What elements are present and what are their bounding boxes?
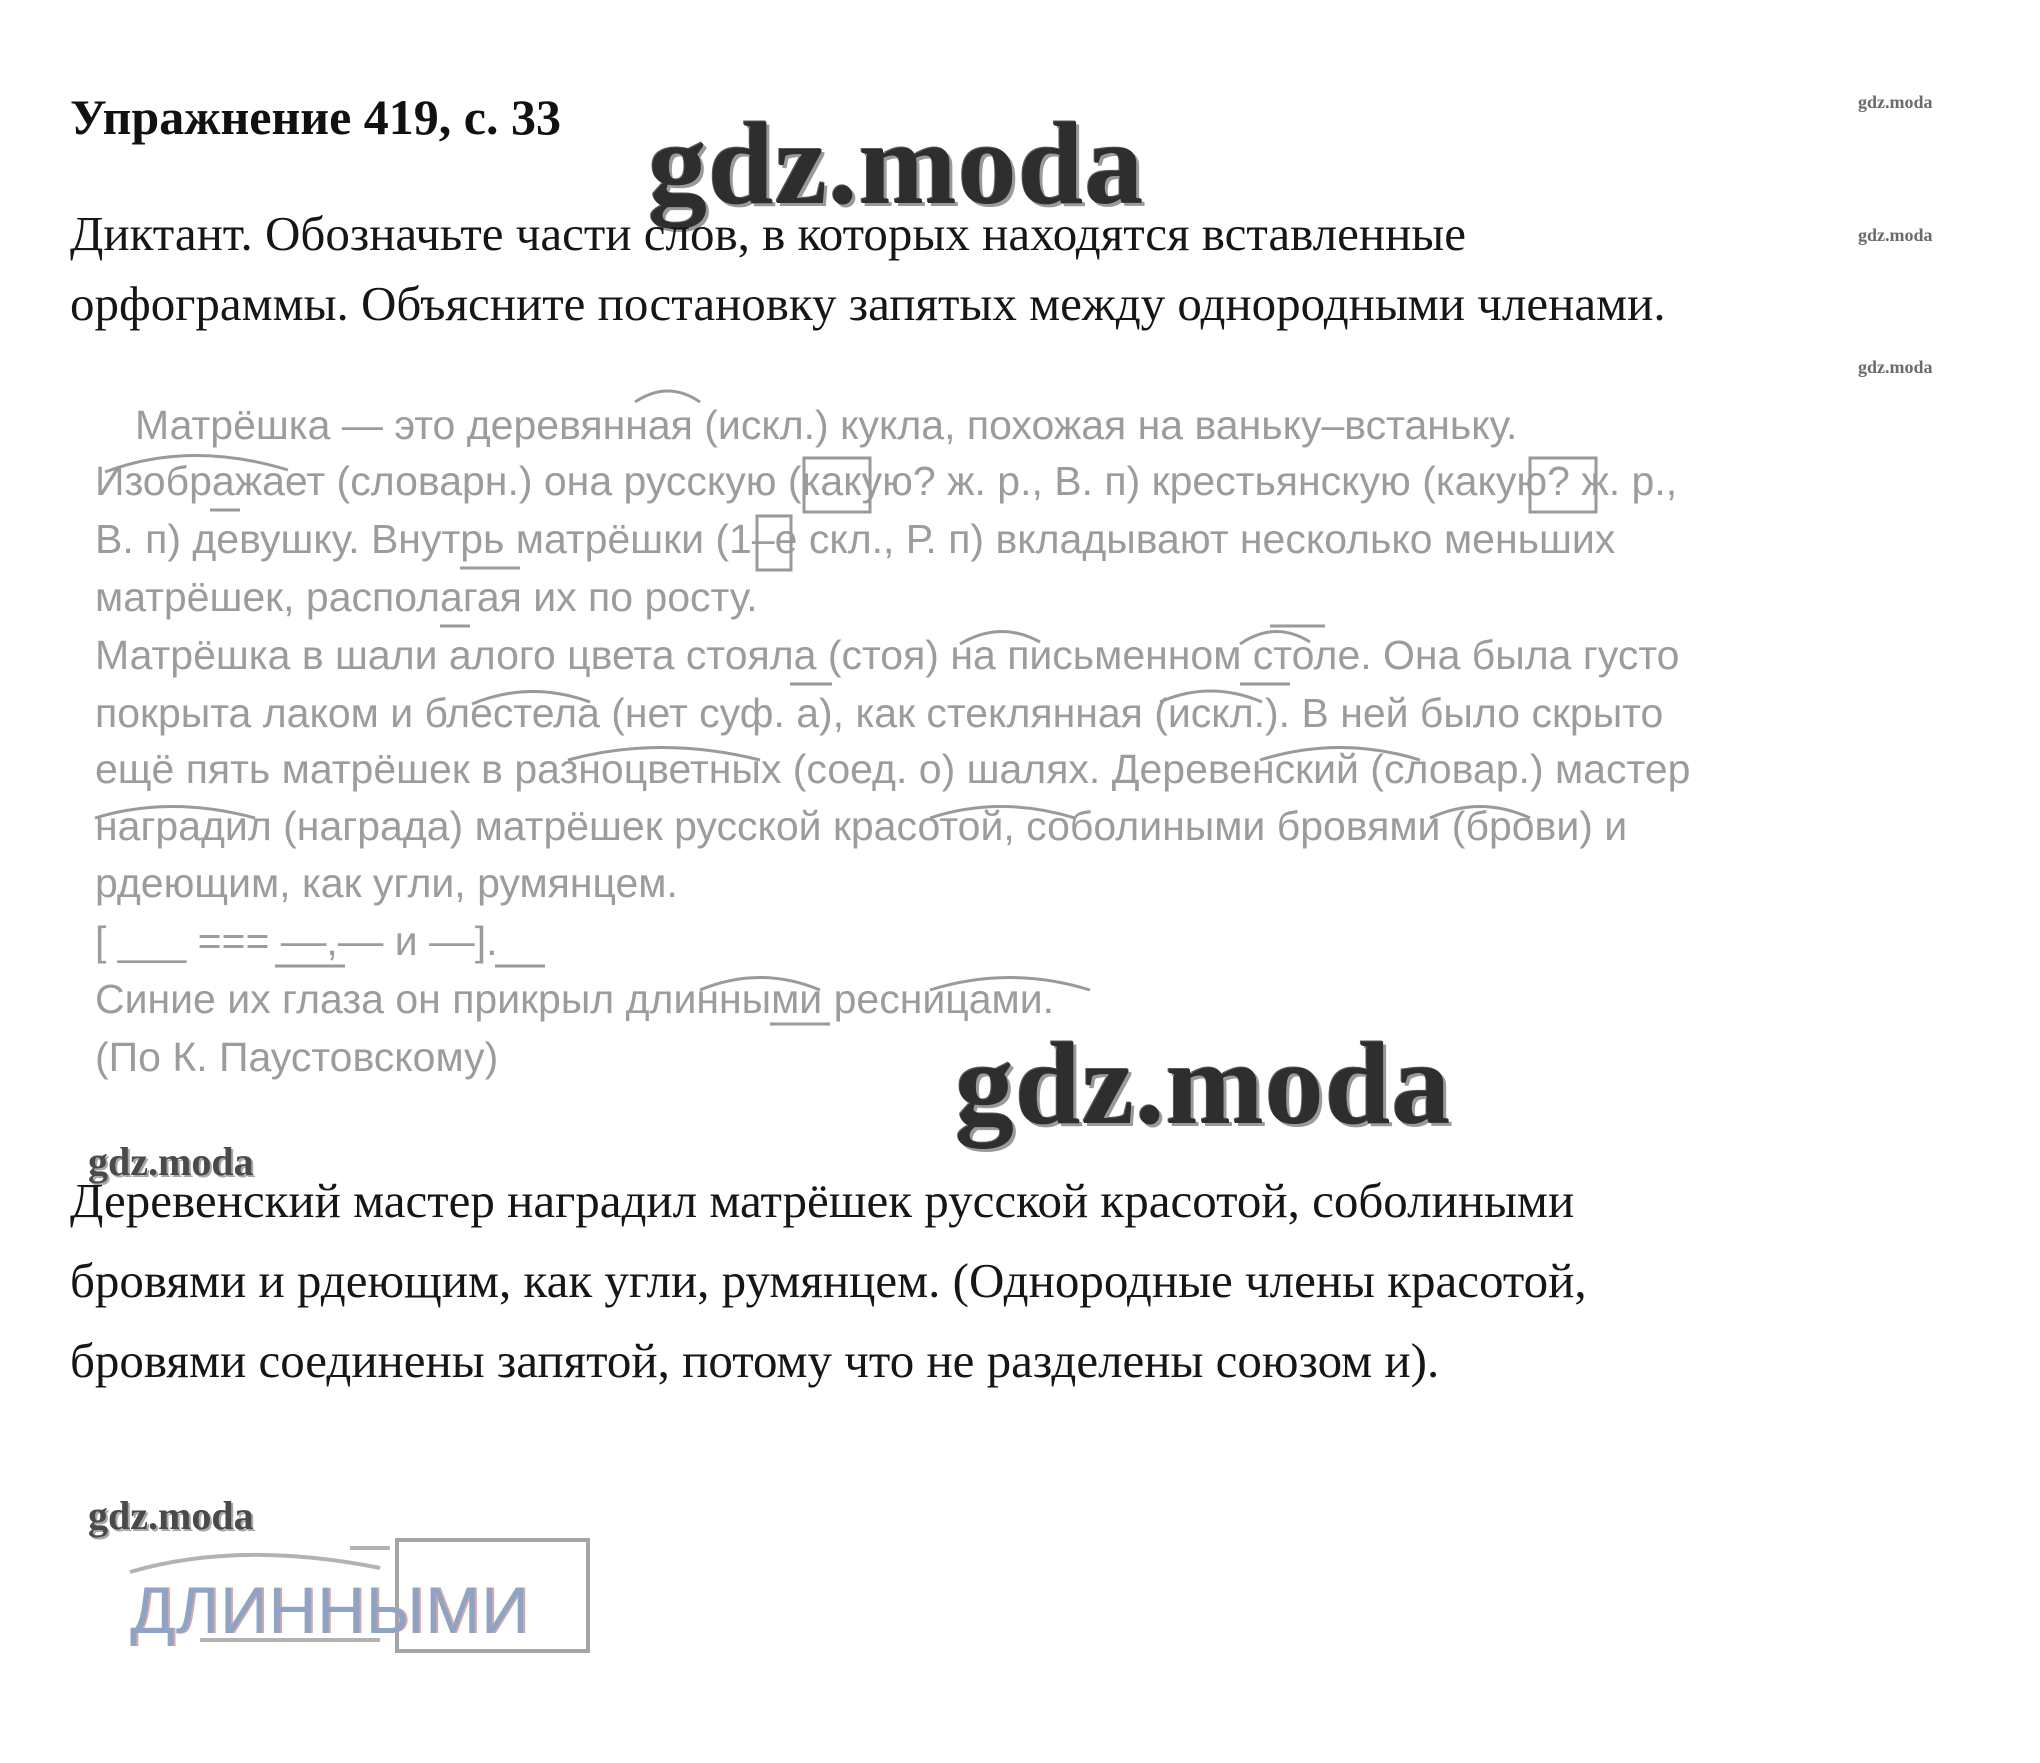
task-line-1: Диктант. Обозначьте части слов, в которых находятся вставленные bbox=[70, 206, 1466, 261]
answer-line-2: бровями и рдеющим, как угли, румянцем. (Однородные члены красотой, bbox=[70, 1253, 1587, 1308]
watermark-mid-1: gdz.moda bbox=[88, 1139, 254, 1184]
dictation-line-11: Синие их глаза он прикрыл длинными ресницами. bbox=[95, 976, 1055, 1022]
dictation-line-2: Изображает (словарн.) она русскую (какую? ж. р., В. п) крестьянскую (какую? ж. р., bbox=[95, 458, 1678, 504]
dictation-line-4: матрёшек, располагая их по росту. bbox=[95, 574, 758, 620]
word-analysis: ДЛИННЫМИ bbox=[130, 1573, 530, 1647]
answer-line-3: бровями соединены запятой, потому что не разделены союзом и). bbox=[70, 1333, 1440, 1388]
dictation-line-6: покрыта лаком и блестела (нет суф. а), как стеклянная (искл.). В ней было скрыто bbox=[95, 690, 1664, 736]
watermark-large-top: gdz.moda bbox=[648, 98, 1145, 229]
dictation-line-3: В. п) девушку. Внутрь матрёшки (1–е скл., Р. п) вкладывают несколько меньших bbox=[95, 516, 1616, 562]
dictation-scheme: [ ___ === ‒‒,‒‒ и ‒‒]. bbox=[95, 918, 498, 964]
dictation-line-8: наградил (награда) матрёшек русской красотой, соболиными бровями (брови) и bbox=[95, 803, 1628, 849]
dictation-source: (По К. Паустовскому) bbox=[95, 1034, 499, 1080]
task-line-2: орфограммы. Объясните постановку запятых между однородными членами. bbox=[70, 276, 1666, 331]
watermark-small-3: gdz.moda bbox=[1858, 357, 1933, 377]
watermark-mid-2: gdz.moda bbox=[88, 1493, 254, 1538]
dictation-line-7: ещё пять матрёшек в разноцветных (соед. о) шалях. Деревенский (словар.) мастер bbox=[95, 746, 1691, 792]
watermark-small-2: gdz.moda bbox=[1858, 225, 1933, 245]
dictation-line-9: рдеющим, как угли, румянцем. bbox=[95, 860, 678, 906]
root-arc bbox=[130, 1555, 380, 1572]
dictation-line-1: Матрёшка — это деревянная (искл.) кукла, похожая на ваньку–встаньку. bbox=[135, 402, 1518, 448]
watermark-large-middle: gdz.moda bbox=[955, 1018, 1452, 1149]
answer-line-1: Деревенский мастер наградил матрёшек русской красотой, соболиными bbox=[70, 1173, 1575, 1228]
page-title: Упражнение 419, с. 33 bbox=[70, 89, 561, 145]
dictation-line-5: Матрёшка в шали алого цвета стояла (стоя) на письменном столе. Она была густо bbox=[95, 632, 1680, 678]
watermark-small-1: gdz.moda bbox=[1858, 92, 1933, 112]
